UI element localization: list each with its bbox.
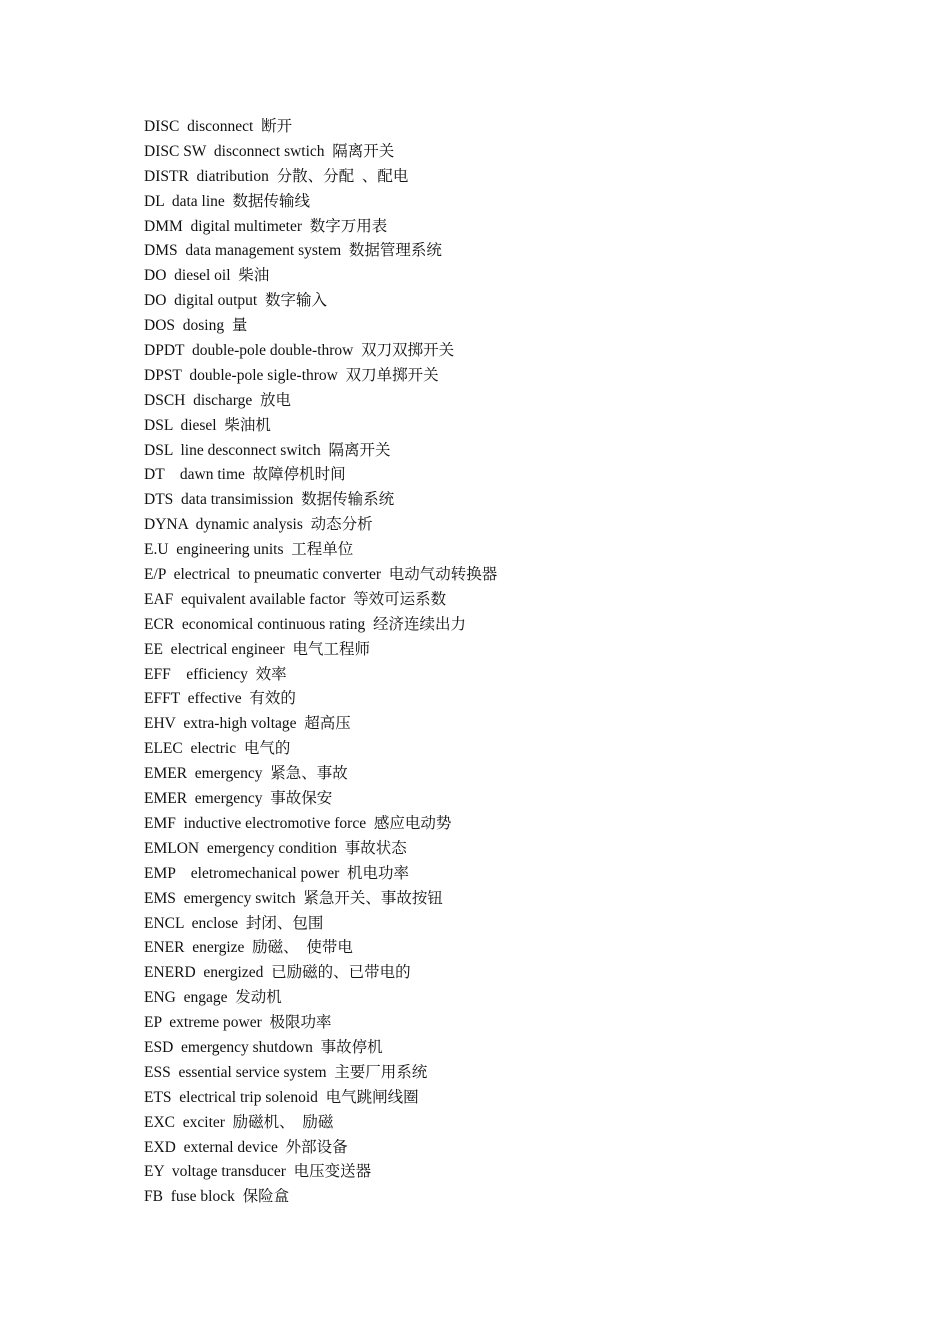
- abbreviation-entry: EXD external device 外部设备: [144, 1138, 348, 1156]
- abbreviation-entry: DPST double-pole sigle-throw 双刀单掷开关: [144, 366, 439, 384]
- abbreviation-entry: EP extreme power 极限功率: [144, 1014, 332, 1032]
- abbreviation-entry: EE electrical engineer 电气工程师: [144, 640, 370, 658]
- abbreviation-entry: DISTR diatribution 分散、分配 、配电: [144, 167, 409, 185]
- abbreviation-entry: EY voltage transducer 电压变送器: [144, 1163, 372, 1181]
- abbreviation-entry: ELEC electric 电气的: [144, 740, 291, 758]
- abbreviation-entry: EMF inductive electromotive force 感应电动势: [144, 814, 452, 832]
- abbreviation-entry: DSL diesel 柴油机: [144, 416, 271, 434]
- abbreviation-entry: DSCH discharge 放电: [144, 391, 291, 409]
- abbreviation-entry: ESS essential service system 主要厂用系统: [144, 1063, 428, 1081]
- abbreviation-entry: DO digital output 数字输入: [144, 292, 327, 310]
- abbreviation-entry: EMS emergency switch 紧急开关、事故按钮: [144, 889, 443, 907]
- abbreviation-entry: EMP eletromechanical power 机电功率: [144, 864, 410, 882]
- abbreviation-entry: FB fuse block 保险盒: [144, 1188, 290, 1206]
- abbreviation-entry: DTS data transimission 数据传输系统: [144, 491, 395, 509]
- abbreviation-entry: EMLON emergency condition 事故状态: [144, 839, 407, 857]
- abbreviation-entry: ENERD energized 已励磁的、已带电的: [144, 964, 411, 982]
- abbreviation-entry: EFF efficiency 效率: [144, 665, 287, 683]
- abbreviation-entry: DMS data management system 数据管理系统: [144, 242, 442, 260]
- abbreviation-list: [144, 115, 497, 1210]
- abbreviation-entry: DISC SW disconnect swtich 隔离开关: [144, 142, 395, 160]
- abbreviation-entry: ECR economical continuous rating 经济连续出力: [144, 615, 467, 633]
- abbreviation-entry: EMER emergency 紧急、事故: [144, 765, 348, 783]
- abbreviation-entry: EHV extra-high voltage 超高压: [144, 715, 351, 733]
- abbreviation-entry: ENER energize 励磁、 使带电: [144, 939, 353, 957]
- abbreviation-entry: ENG engage 发动机: [144, 989, 282, 1007]
- abbreviation-entry: EFFT effective 有效的: [144, 690, 296, 708]
- abbreviation-entry: DISC disconnect 断开: [144, 118, 293, 135]
- abbreviation-entry: DL data line 数据传输线: [144, 192, 311, 210]
- abbreviation-entry: ENCL enclose 封闭、包围: [144, 914, 324, 932]
- abbreviation-entry: EAF equivalent available factor 等效可运系数: [144, 590, 447, 608]
- abbreviation-entry: DSL line desconnect switch 隔离开关: [144, 441, 391, 459]
- abbreviation-entry: EXC exciter 励磁机、 励磁: [144, 1113, 334, 1131]
- abbreviation-entry: E.U engineering units 工程单位: [144, 541, 354, 559]
- abbreviation-entry: DT dawn time 故障停机时间: [144, 466, 346, 484]
- abbreviation-entry: DOS dosing 量: [144, 317, 248, 335]
- abbreviation-entry: DMM digital multimeter 数字万用表: [144, 217, 388, 235]
- abbreviation-entry: DO diesel oil 柴油: [144, 267, 270, 285]
- abbreviation-entry: E/P electrical to pneumatic converter 电动气动转换器: [144, 566, 498, 584]
- abbreviation-entry: ESD emergency shutdown 事故停机: [144, 1038, 383, 1056]
- abbreviation-entry: EMER emergency 事故保安: [144, 790, 333, 808]
- abbreviation-entry: DYNA dynamic analysis 动态分析: [144, 516, 373, 534]
- abbreviation-entry: ETS electrical trip solenoid 电气跳闸线圈: [144, 1088, 419, 1106]
- abbreviation-entry: DPDT double-pole double-throw 双刀双掷开关: [144, 342, 455, 360]
